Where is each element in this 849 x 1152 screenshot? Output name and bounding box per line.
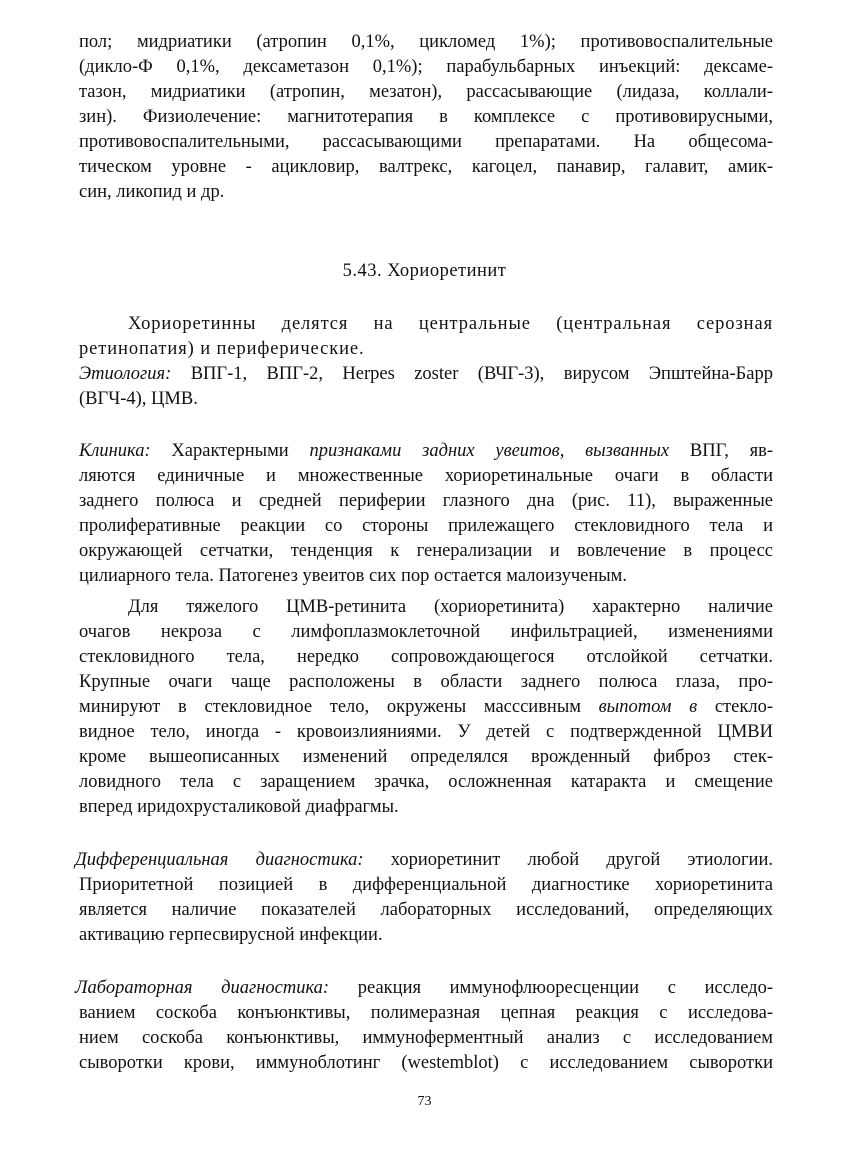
text-span: Характерными (150, 441, 310, 461)
text-line: ловидного тела с заращением зрачка, осложненная катаракта и смещение (79, 772, 773, 792)
text-line: пол; мидриатики (атропин 0,1%, цикломед 1%); противовоспалительные (79, 32, 773, 52)
text-line: видное тело, иногда - кровоизлияниями. У детей с подтвержденной ЦМВИ (79, 722, 773, 742)
text-span: реакция иммунофлюоресценции с исследо- (329, 978, 773, 998)
etiology-text: ВПГ-1, ВПГ-2, Herpes zoster (ВЧГ-3), вирусом Эпштейна-Барр (171, 364, 773, 384)
etiology-line (79, 362, 773, 387)
text-line: тическом уровне - ацикловир, валтрекс, кагоцел, панавир, галавит, амик- (79, 157, 773, 177)
italic-span: признаками задних увеитов, вызванных (309, 441, 670, 461)
laboratory-line (75, 976, 773, 1001)
text-line: стекловидного тела, нередко сопровождающегося отслойкой сетчатки. (79, 647, 773, 667)
text-line: Крупные очаги чаще расположены в области заднего полюса глаза, про- (79, 672, 773, 692)
text-line: Хориоретинны делятся на центральные (центральная серозная (128, 314, 773, 334)
cmv-line (79, 695, 773, 720)
text-line: ретинопатия) и периферические. (79, 339, 365, 359)
section-heading: 5.43. Хориоретинит (342, 261, 507, 281)
laboratory-label: Лабораторная диагностика: (75, 978, 330, 998)
page-number: 73 (417, 1094, 432, 1109)
text-line: сыворотки крови, иммуноблотинг (westemblot) с исследованием сыворотки (79, 1053, 773, 1073)
text-line: заднего полюса и средней периферии глазного дна (рис. 11), выраженные (79, 491, 773, 511)
text-line: активацию герпесвирусной инфекции. (79, 925, 383, 945)
italic-span: выпотом в (598, 697, 698, 717)
text-line: (дикло-Ф 0,1%, дексаметазон 0,1%); парабульбарных инъекций: дексаме- (79, 57, 773, 77)
text-line: противовоспалительными, рассасывающими препаратами. На общесома- (79, 132, 773, 152)
clinic-label: Клиника: (79, 441, 151, 461)
text-line: (ВГЧ-4), ЦМВ. (79, 389, 198, 409)
text-line: является наличие показателей лабораторных исследований, определяющих (79, 900, 773, 920)
text-span: минируют в стекловидное тело, окружены масссивным (79, 697, 599, 717)
text-span: стекло- (697, 697, 773, 717)
text-line: тазон, мидриатики (атропин, мезатон), рассасывающие (лидаза, коллали- (79, 82, 773, 102)
text-line: ляются единичные и множественные хориоретинальные очаги в области (79, 466, 773, 486)
text-line: пролиферативные реакции со стороны прилежащего стекловидного тела и (79, 516, 773, 536)
text-line: зин). Физиолечение: магнитотерапия в комплексе с противовирусными, (79, 107, 773, 127)
text-line: Для тяжелого ЦМВ-ретинита (хориоретинита) характерно наличие (128, 597, 773, 617)
text-line: очагов некроза с лимфоплазмоклеточной инфильтрацией, изменениями (79, 622, 773, 642)
differential-line (75, 848, 773, 873)
differential-label: Дифференциальная диагностика: (75, 850, 364, 870)
text-line: ванием соскоба конъюнктивы, полимеразная цепная реакция с исследова- (79, 1003, 773, 1023)
clinic-line (79, 439, 773, 464)
text-line: Приоритетной позицией в дифференциальной диагностике хориоретинита (79, 875, 773, 895)
text-span: ВПГ, яв- (669, 441, 774, 461)
text-line: вперед иридохрусталиковой диафрагмы. (79, 797, 399, 817)
text-line: окружающей сетчатки, тенденция к генерализации и вовлечение в процесс (79, 541, 773, 561)
text-line: син, ликопид и др. (79, 182, 225, 202)
text-span: хориоретинит любой другой этиологии. (363, 850, 773, 870)
text-line: цилиарного тела. Патогенез увеитов сих пор остается малоизученым. (79, 566, 627, 586)
text-line: нием соскоба конъюнктивы, иммуноферментный анализ с исследованием (79, 1028, 773, 1048)
text-line: кроме вышеописанных изменений определялся врожденный фиброз стек- (79, 747, 773, 767)
etiology-label: Этиология: (79, 364, 172, 384)
